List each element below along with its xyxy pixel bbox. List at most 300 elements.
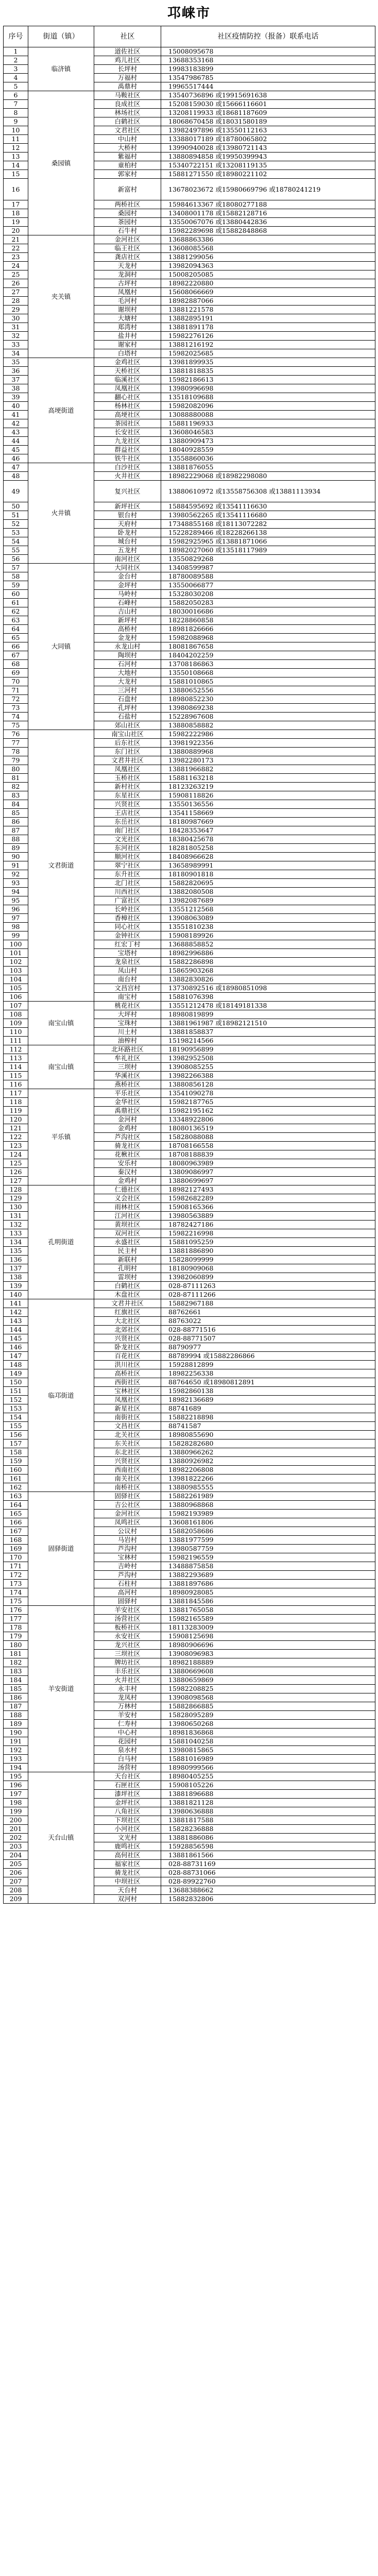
community-cell: 郑湾村 <box>94 323 161 332</box>
community-cell: 万福村 <box>94 74 161 82</box>
phone-cell: 13980636888 <box>161 1807 375 1816</box>
community-cell: 新村社区 <box>94 783 161 791</box>
community-cell: 大龙村 <box>94 677 161 686</box>
community-cell: 花楸社区 <box>94 1150 161 1159</box>
phone-cell: 13881966882 <box>161 765 375 774</box>
town-cell: 孔明街道 <box>28 1185 94 1299</box>
community-cell: 火井社区 <box>94 472 161 481</box>
community-cell: 谢坝村 <box>94 306 161 314</box>
phone-cell: 18180909068 <box>161 1264 375 1273</box>
phone-cell: 13708186863 <box>161 660 375 669</box>
phone-cell: 18708166558 <box>161 1142 375 1150</box>
community-cell: 东门社区 <box>94 748 161 756</box>
phone-cell: 13881216192 <box>161 341 375 349</box>
phone-cell: 13658989991 <box>161 861 375 870</box>
community-cell: 郊山社区 <box>94 721 161 730</box>
phone-cell: 13551212478 或18149181338 <box>161 1002 375 1010</box>
phone-cell: 15882050283 <box>161 599 375 607</box>
row-index: 157 <box>4 1439 28 1448</box>
row-index: 110 <box>4 1028 28 1037</box>
row-index: 166 <box>4 1518 28 1527</box>
community-cell: 同心社区 <box>94 923 161 931</box>
phone-cell: 13881765058 <box>161 1606 375 1615</box>
row-index: 128 <box>4 1185 28 1194</box>
row-index: 73 <box>4 704 28 713</box>
phone-cell: 18982127493 <box>161 1185 375 1194</box>
phone-cell: 15881095259 <box>161 1238 375 1247</box>
phone-cell: 028-88731169 <box>161 1860 375 1869</box>
phone-cell: 13880610972 或13558756308 或13881113934 <box>161 481 375 502</box>
community-cell: 羊安社区 <box>94 1606 161 1615</box>
phone-cell: 13881886890 <box>161 1247 375 1256</box>
row-index: 194 <box>4 1764 28 1772</box>
community-cell: 南河社区 <box>94 555 161 564</box>
row-index: 39 <box>4 393 28 402</box>
phone-cell: 88764650 或18980812891 <box>161 1378 375 1387</box>
community-cell: 金龙村 <box>94 634 161 642</box>
community-cell: 铁牛社区 <box>94 454 161 463</box>
town-cell: 南宝山镇 <box>28 1002 94 1045</box>
town-cell: 文君街道 <box>28 730 94 1002</box>
row-index: 200 <box>4 1816 28 1825</box>
row-index: 46 <box>4 454 28 463</box>
town-cell: 南宝山镇 <box>28 1045 94 1089</box>
row-index: 34 <box>4 349 28 358</box>
community-cell: 公议村 <box>94 1527 161 1536</box>
phone-cell: 17348855168 或18113072282 <box>161 520 375 529</box>
row-index: 91 <box>4 861 28 870</box>
community-cell: 龙兴社区 <box>94 1641 161 1650</box>
community-cell: 兴贤社区 <box>94 800 161 809</box>
row-index: 58 <box>4 572 28 581</box>
community-cell: 百花社区 <box>94 1352 161 1361</box>
row-index: 96 <box>4 905 28 914</box>
row-index: 16 <box>4 179 28 200</box>
phone-cell: 18428353647 <box>161 826 375 835</box>
phone-cell: 13518109688 <box>161 393 375 402</box>
phone-cell: 13881817588 <box>161 1816 375 1825</box>
town-cell: 桑园镇 <box>28 91 94 235</box>
community-cell: 北环路社区 <box>94 1045 161 1054</box>
community-cell: 马岭村 <box>94 590 161 599</box>
row-index: 156 <box>4 1431 28 1439</box>
community-cell: 桃花社区 <box>94 1002 161 1010</box>
row-index: 143 <box>4 1317 28 1326</box>
phone-cell: 15881040258 <box>161 1737 375 1746</box>
phone-cell: 13980563889 <box>161 1212 375 1221</box>
community-cell: 九龙社区 <box>94 437 161 446</box>
row-index: 109 <box>4 1019 28 1028</box>
phone-cell: 15328030208 <box>161 590 375 599</box>
row-index: 130 <box>4 1203 28 1212</box>
community-cell: 长坪村 <box>94 65 161 74</box>
phone-cell: 13881897686 <box>161 1580 375 1588</box>
community-cell: 凤鸣社区 <box>94 1518 161 1527</box>
community-cell: 复兴社区 <box>94 481 161 502</box>
town-cell: 临济镇 <box>28 47 94 91</box>
phone-cell: 13882830826 <box>161 975 375 984</box>
row-index: 75 <box>4 721 28 730</box>
community-cell: 龚店社区 <box>94 253 161 262</box>
phone-cell: 028-88771507 <box>161 1334 375 1343</box>
community-cell: 西南社区 <box>94 1466 161 1475</box>
community-cell: 天台村 <box>94 1886 161 1895</box>
community-cell: 南街社区 <box>94 1413 161 1422</box>
phone-cell: 18981836868 <box>161 1728 375 1737</box>
row-index: 184 <box>4 1676 28 1685</box>
row-index: 56 <box>4 555 28 564</box>
row-index: 90 <box>4 853 28 861</box>
phone-cell: 13551810238 <box>161 923 375 931</box>
phone-cell: 13881961987 或18982121510 <box>161 1019 375 1028</box>
phone-cell: 18228860858 <box>161 616 375 625</box>
phone-cell: 13540736896 或19915691638 <box>161 91 375 100</box>
row-index: 191 <box>4 1737 28 1746</box>
row-index: 192 <box>4 1746 28 1755</box>
row-index: 74 <box>4 713 28 721</box>
phone-cell: 13908063089 <box>161 914 375 923</box>
community-cell: 雨林社区 <box>94 1203 161 1212</box>
community-cell: 茶园社区 <box>94 419 161 428</box>
row-index: 119 <box>4 1107 28 1115</box>
phone-cell: 15882261989 <box>161 1492 375 1501</box>
community-cell: 东北社区 <box>94 1448 161 1457</box>
phone-cell: 13880894858 或19950399943 <box>161 152 375 161</box>
row-index: 102 <box>4 958 28 967</box>
phone-cell: 13980815865 <box>161 1746 375 1755</box>
phone-cell: 028-88731066 <box>161 1869 375 1877</box>
community-cell: 宝林村 <box>94 1553 161 1562</box>
row-index: 81 <box>4 774 28 783</box>
community-cell: 凤凰社区 <box>94 384 161 393</box>
community-cell: 石盘村 <box>94 695 161 704</box>
phone-cell: 15198214566 <box>161 1037 375 1045</box>
community-cell: 吉山村 <box>94 607 161 616</box>
phone-cell: 13881861566 <box>161 1851 375 1860</box>
phone-cell: 18123263219 <box>161 783 375 791</box>
community-cell: 石柱村 <box>94 1580 161 1588</box>
row-index: 31 <box>4 323 28 332</box>
phone-cell: 15982196559 <box>161 1553 375 1562</box>
phone-cell: 13551212568 <box>161 905 375 914</box>
community-cell: 羊安村 <box>94 1711 161 1720</box>
row-index: 61 <box>4 599 28 607</box>
community-cell: 北郊社区 <box>94 1326 161 1334</box>
row-index: 117 <box>4 1089 28 1098</box>
row-index: 150 <box>4 1378 28 1387</box>
community-cell: 永丰村 <box>94 1685 161 1693</box>
community-cell: 新富村 <box>94 179 161 200</box>
community-cell: 北门社区 <box>94 879 161 888</box>
row-index: 25 <box>4 270 28 279</box>
town-cell: 火井镇 <box>28 463 94 564</box>
row-index: 71 <box>4 686 28 695</box>
row-index: 8 <box>4 109 28 117</box>
phone-cell: 15982289698 或15882848868 <box>161 227 375 235</box>
community-cell: 两桥社区 <box>94 200 161 209</box>
community-cell: 孔明村 <box>94 1264 161 1273</box>
community-cell: 平乐社区 <box>94 1089 161 1098</box>
phone-cell: 18404202259 <box>161 651 375 660</box>
row-index: 174 <box>4 1588 28 1597</box>
community-cell: 后东社区 <box>94 739 161 748</box>
phone-cell: 15982193989 <box>161 1510 375 1518</box>
phone-cell: 15881010865 <box>161 677 375 686</box>
phone-cell: 13980869238 <box>161 704 375 713</box>
row-index: 50 <box>4 502 28 511</box>
row-index: 28 <box>4 297 28 306</box>
row-index: 20 <box>4 227 28 235</box>
phone-cell: 028-87111266 <box>161 1291 375 1299</box>
row-index: 125 <box>4 1159 28 1168</box>
phone-cell: 13547986785 <box>161 74 375 82</box>
phone-cell: 15982222986 <box>161 730 375 739</box>
community-cell: 石峰村 <box>94 599 161 607</box>
community-cell: 长岭社区 <box>94 905 161 914</box>
community-cell: 双河村 <box>94 1895 161 1904</box>
community-cell: 永安社区 <box>94 1632 161 1641</box>
phone-cell: 15882820695 <box>161 879 375 888</box>
community-cell: 凤凰社区 <box>94 1396 161 1404</box>
row-index: 53 <box>4 529 28 537</box>
community-cell: 新坪村 <box>94 616 161 625</box>
row-index: 2 <box>4 56 28 65</box>
phone-cell: 18980852230 <box>161 695 375 704</box>
row-index: 24 <box>4 262 28 270</box>
row-index: 208 <box>4 1886 28 1895</box>
phone-cell: 13550066877 <box>161 581 375 590</box>
community-cell: 下坝社区 <box>94 1816 161 1825</box>
row-index: 19 <box>4 218 28 227</box>
phone-cell: 13881858837 <box>161 1028 375 1037</box>
phone-cell: 88762661 <box>161 1308 375 1317</box>
town-cell: 天台山镇 <box>28 1772 94 1904</box>
community-cell: 鸡儿社区 <box>94 56 161 65</box>
phone-cell: 15908118826 <box>161 791 375 800</box>
phone-cell: 13880966262 <box>161 1448 375 1457</box>
row-index: 164 <box>4 1501 28 1510</box>
table-body <box>4 47 375 1904</box>
community-cell: 白沙社区 <box>94 463 161 472</box>
document-title: 邛崃市 <box>167 6 211 21</box>
phone-cell: 13688858852 <box>161 940 375 949</box>
community-cell: 龙凤村 <box>94 1693 161 1702</box>
phone-cell: 15982682289 <box>161 1194 375 1203</box>
phone-cell: 13881896688 <box>161 1790 375 1799</box>
header-town: 街道（镇） <box>28 26 94 47</box>
phone-cell: 13981822266 <box>161 1475 375 1483</box>
community-cell: 高何社区 <box>94 1851 161 1860</box>
row-index: 78 <box>4 748 28 756</box>
community-cell: 石河村 <box>94 660 161 669</box>
community-cell: 燕桥社区 <box>94 1080 161 1089</box>
community-cell: 高桥社区 <box>94 1369 161 1378</box>
community-cell: 黄坝社区 <box>94 1221 161 1229</box>
row-index: 111 <box>4 1037 28 1045</box>
community-cell: 华溪社区 <box>94 1072 161 1080</box>
community-cell: 金坪村 <box>94 581 161 590</box>
community-cell: 文君井社区 <box>94 756 161 765</box>
phone-cell: 13982497896 或13550112163 <box>161 126 375 135</box>
row-index: 167 <box>4 1527 28 1536</box>
community-cell: 玉桥社区 <box>94 774 161 783</box>
phone-cell: 13678023672 或15980669796 或18780241219 <box>161 179 375 200</box>
phone-cell: 15882058686 <box>161 1527 375 1536</box>
community-cell: 临王社区 <box>94 244 161 253</box>
community-cell: 石牛村 <box>94 227 161 235</box>
community-cell: 城台村 <box>94 537 161 546</box>
community-cell: 桑园村 <box>94 209 161 218</box>
community-cell: 安乐村 <box>94 1159 161 1168</box>
phone-cell: 15982208825 <box>161 1685 375 1693</box>
community-cell: 金河社区 <box>94 235 161 244</box>
community-cell: 石匣社区 <box>94 1781 161 1790</box>
table-row <box>4 1606 375 1615</box>
community-cell: 漆坪社区 <box>94 1790 161 1799</box>
phone-cell: 18040928559 <box>161 446 375 454</box>
row-index: 207 <box>4 1877 28 1886</box>
community-cell: 高桥村 <box>94 625 161 634</box>
phone-cell: 028-89922760 <box>161 1877 375 1886</box>
phone-cell: 15982025685 <box>161 349 375 358</box>
phone-cell: 88789994 或15882286866 <box>161 1352 375 1361</box>
table-header-row <box>4 26 375 47</box>
row-index: 11 <box>4 135 28 144</box>
row-index: 69 <box>4 669 28 677</box>
phone-cell: 13980587759 <box>161 1545 375 1553</box>
phone-cell: 88741689 <box>161 1404 375 1413</box>
phone-cell: 13982952508 <box>161 1054 375 1063</box>
phone-cell: 15228289466 或18228266138 <box>161 529 375 537</box>
phone-cell: 15982216998 <box>161 1229 375 1238</box>
row-index: 47 <box>4 463 28 472</box>
community-cell: 童柏村 <box>94 161 161 170</box>
row-index: 45 <box>4 446 28 454</box>
phone-cell: 18982996886 <box>161 949 375 958</box>
row-index: 21 <box>4 235 28 244</box>
community-cell: 天龙村 <box>94 262 161 270</box>
community-cell: 凤凰社区 <box>94 765 161 774</box>
community-cell: 龙泉社区 <box>94 958 161 967</box>
community-cell: 文光社区 <box>94 835 161 844</box>
community-cell: 芦沟村 <box>94 1571 161 1580</box>
phone-cell: 13908098568 <box>161 1693 375 1702</box>
row-index: 155 <box>4 1422 28 1431</box>
phone-cell: 18980906696 <box>161 1641 375 1650</box>
community-cell: 南关社区 <box>94 1475 161 1483</box>
row-index: 101 <box>4 949 28 958</box>
row-index: 187 <box>4 1702 28 1711</box>
community-cell: 群益社区 <box>94 446 161 454</box>
row-index: 55 <box>4 546 28 555</box>
community-cell: 马岩村 <box>94 1536 161 1545</box>
row-index: 51 <box>4 511 28 520</box>
phone-cell: 028-88771516 <box>161 1326 375 1334</box>
phone-cell: 15828088088 <box>161 1133 375 1142</box>
community-cell: 顺河社区 <box>94 853 161 861</box>
header-index: 序号 <box>4 26 28 47</box>
community-cell: 鹿鸣社区 <box>94 1842 161 1851</box>
phone-cell: 15928812899 <box>161 1361 375 1369</box>
row-index: 168 <box>4 1536 28 1545</box>
phone-cell: 13882895191 <box>161 314 375 323</box>
row-index: 1 <box>4 47 28 56</box>
community-cell: 双河社区 <box>94 1229 161 1238</box>
phone-cell: 18980405255 <box>161 1772 375 1781</box>
phone-cell: 13880699697 <box>161 1177 375 1185</box>
row-index: 189 <box>4 1720 28 1728</box>
row-index: 82 <box>4 783 28 791</box>
row-index: 23 <box>4 253 28 262</box>
phone-cell: 18980928085 <box>161 1588 375 1597</box>
table-row <box>4 1089 375 1098</box>
row-index: 108 <box>4 1010 28 1019</box>
community-cell: 金坪社区 <box>94 1799 161 1807</box>
row-index: 79 <box>4 756 28 765</box>
phone-cell: 18180987669 <box>161 818 375 826</box>
community-cell: 文君井社区 <box>94 1299 161 1308</box>
row-index: 170 <box>4 1553 28 1562</box>
community-cell: 香樟社区 <box>94 914 161 923</box>
row-index: 186 <box>4 1693 28 1702</box>
row-index: 106 <box>4 993 28 1002</box>
phone-cell: 15982195162 <box>161 1107 375 1115</box>
row-index: 5 <box>4 82 28 91</box>
phone-cell: 15828095289 <box>161 1711 375 1720</box>
row-index: 149 <box>4 1369 28 1378</box>
table-row <box>4 1772 375 1781</box>
table-row <box>4 47 375 56</box>
phone-cell: 18982229068 或18982298080 <box>161 472 375 481</box>
community-cell: 板桥社区 <box>94 1623 161 1632</box>
phone-cell: 13541158669 <box>161 809 375 818</box>
phone-cell: 18982256338 <box>161 1369 375 1378</box>
phone-cell: 18982206808 <box>161 1466 375 1475</box>
phone-cell: 15884595692 或13541116630 <box>161 502 375 511</box>
community-cell: 西街社区 <box>94 1378 161 1387</box>
phone-cell: 13881876055 <box>161 463 375 472</box>
row-index: 199 <box>4 1807 28 1816</box>
phone-cell: 18980999566 <box>161 1764 375 1772</box>
table-row <box>4 463 375 472</box>
row-index: 137 <box>4 1264 28 1273</box>
phone-cell: 15882218898 <box>161 1413 375 1422</box>
phone-cell: 13981899935 <box>161 358 375 367</box>
row-index: 158 <box>4 1448 28 1457</box>
community-cell: 白鹤社区 <box>94 117 161 126</box>
phone-cell: 13881818835 <box>161 367 375 376</box>
community-cell: 禹鼎社区 <box>94 1107 161 1115</box>
phone-cell: 13880926982 <box>161 1457 375 1466</box>
community-cell: 宝林社区 <box>94 1387 161 1396</box>
town-cell: 临邛街道 <box>28 1299 94 1492</box>
row-index: 4 <box>4 74 28 82</box>
row-index: 66 <box>4 642 28 651</box>
row-index: 112 <box>4 1045 28 1054</box>
phone-cell: 88741587 <box>161 1422 375 1431</box>
community-cell: 南桥社区 <box>94 1483 161 1492</box>
phone-cell: 15908125698 <box>161 1632 375 1641</box>
community-cell: 石盐村 <box>94 713 161 721</box>
community-cell: 良成社区 <box>94 100 161 109</box>
community-cell: 紫福村 <box>94 152 161 161</box>
row-index: 204 <box>4 1851 28 1860</box>
community-cell: 东星社区 <box>94 791 161 800</box>
community-cell: 东升社区 <box>94 870 161 879</box>
row-index: 151 <box>4 1387 28 1396</box>
community-cell: 永龙山村 <box>94 642 161 651</box>
row-index: 68 <box>4 660 28 669</box>
